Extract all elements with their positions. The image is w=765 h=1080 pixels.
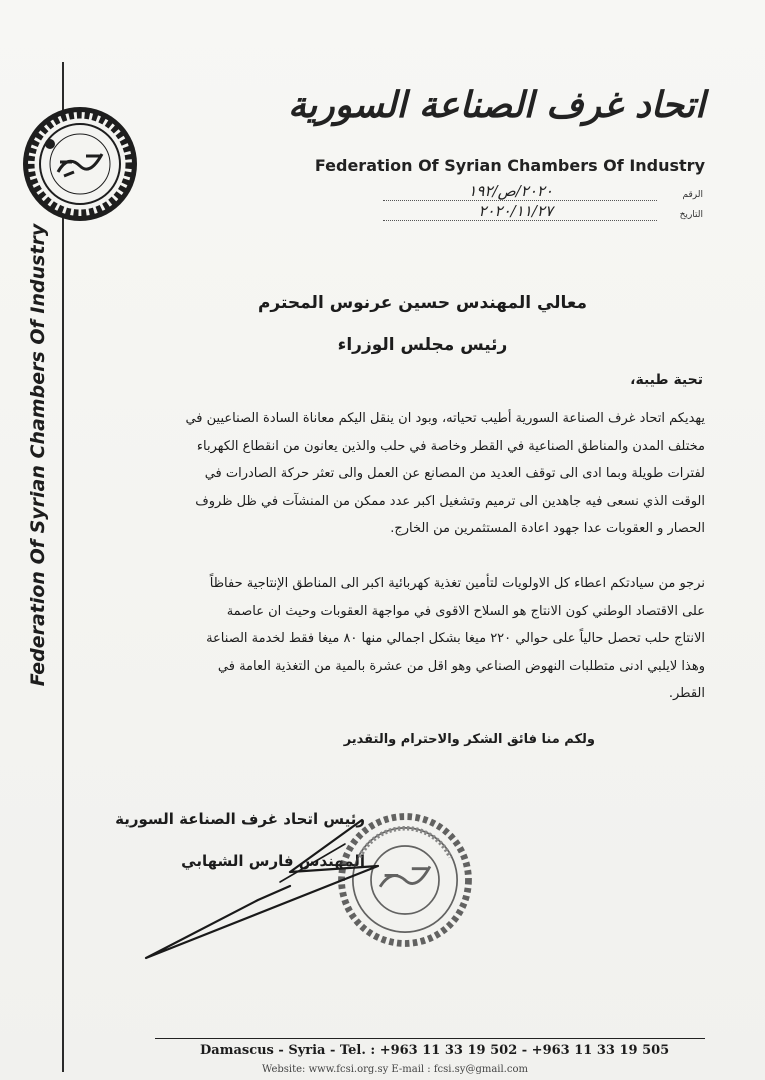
paragraph-1: [96, 405, 705, 543]
recipient-name: معالي المهندس حسين عرنوس المحترم: [257, 293, 588, 313]
handwritten-signature: [140, 812, 390, 962]
recipient-title: رئيس مجلس الوزراء: [337, 335, 508, 355]
paragraph-line: الوقت الذي نسعى فيه جاهدين الى ترميم وتشغيل اكبر عدد ممكن من المنشآت في ظل ظروف: [195, 493, 705, 509]
date-label: التاريخ: [679, 210, 703, 220]
paragraph-line: لفترات طويلة وبما ادى الى توقف العديد من المصانع عن العمل والى تعثر حركة الصادرات في: [204, 466, 705, 481]
reference-number: ٢٠٢٠/ص/١٩٢: [468, 182, 553, 200]
reference-dotted-line: [383, 200, 657, 201]
side-federation-name: Federation Of Syrian Chambers Of Industry: [27, 223, 49, 687]
date-dotted-line: [383, 220, 657, 221]
paragraph-line: يهديكم اتحاد غرف الصناعة السورية أطيب تحياته، وبود ان ينقل اليكم معاناة السادة الصناعيين في: [185, 411, 705, 426]
paragraph-line: على الاقتصاد الوطني كون الانتاج هو السلاح الاقوى في مواجهة العقوبات وحيث ان عاصمة: [226, 603, 705, 619]
reference-label: الرقم: [682, 190, 703, 200]
paragraph-line: الحصار و العقوبات عدا جهود اعادة المستثمرين من الخارج.: [390, 521, 705, 536]
paragraph-line: مختلف المدن والمناطق الصناعية في القطر وخاصة في حلب والذين يعانون من انقطاع الكهرباء: [196, 438, 705, 454]
closing-line: ولكم منا فائق الشكر والاحترام والتقدير: [343, 732, 595, 747]
letter-date: ٢٠٢٠/١١/٢٧: [478, 202, 553, 220]
arabic-letterhead-title: اتحاد غرف الصناعة السورية: [287, 84, 705, 126]
footer-rule: [155, 1038, 705, 1039]
date-row: [383, 202, 703, 226]
paragraph-line: نرجو من سيادتكم اعطاء كل الاولويات لتأمين تغذية كهربائية اكبر الى المناطق الإنتاجية حفاظاً: [209, 576, 705, 591]
paragraph-line: الانتاج حلب تحصل حالياً على حوالي ٢٢٠ ميغا بشكل اجمالي منها ٨٠ ميغا فقط لخدمة الصناعة: [206, 631, 705, 646]
english-letterhead-title: Federation Of Syrian Chambers Of Industry: [314, 156, 705, 175]
federation-seal-icon: [20, 104, 140, 224]
footer-contact: Damascus - Syria - Tel. : +963 11 33 19 502 - +963 11 33 19 505: [200, 1043, 670, 1058]
footer-website: Website: www.fcsi.org.sy E-mail : fcsi.sy@gmail.com: [262, 1064, 528, 1075]
paragraph-line: وهذا لايلبي ادنى متطلبات النهوض الصناعي وهو اقل من عشرة بالمية من التغذية العامة في: [217, 658, 705, 674]
greeting: تحية طيبة،: [630, 372, 703, 388]
signatory-title: رئيس اتحاد غرف الصناعة السورية: [115, 810, 365, 828]
recipient-block: [200, 282, 645, 366]
paragraph-2: [96, 570, 705, 708]
paragraph-line: القطر.: [668, 686, 705, 701]
signatory-name: المهندس فارس الشهابي: [181, 852, 365, 870]
